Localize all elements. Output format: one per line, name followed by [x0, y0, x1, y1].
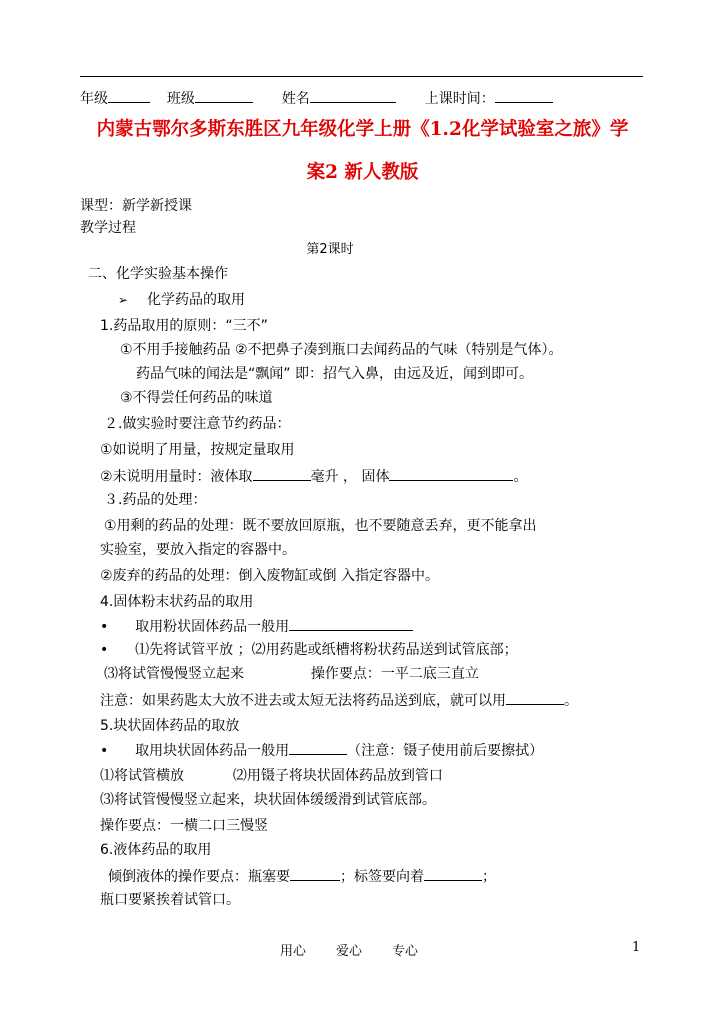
stopper-blank[interactable] [290, 866, 340, 881]
paragraph-5b-part1: ⑴将试管横放 [100, 768, 184, 784]
paragraph-4c [104, 664, 479, 684]
paragraph-2a: ①如说明了用量，按规定量取用 [100, 442, 295, 458]
paragraph-4d-part1: 注意：如果药匙太大放不进去或太短无法将药品送到底，就可以用 [100, 693, 506, 709]
paragraph-6a-part2: ；标签要向着 [340, 869, 424, 885]
paragraph-5a [100, 740, 543, 761]
label-direction-blank[interactable] [424, 866, 482, 881]
paragraph-2: ２.做实验时要注意节约药品： [104, 416, 291, 432]
paragraph-4d-part2: 。 [564, 693, 578, 709]
paragraph-4d [100, 690, 578, 711]
lump-tool-blank[interactable] [289, 740, 347, 755]
paragraph-6a [108, 866, 496, 887]
paragraph-6b: 瓶口要紧挨着试管口。 [100, 892, 240, 908]
dot-bullet-icon: • [100, 642, 109, 658]
class-label: 班级 [166, 91, 195, 107]
paragraph-6a-part3: ； [482, 869, 496, 885]
liquid-amount-blank[interactable] [253, 466, 311, 481]
document-title-line2: 案2 新人教版 [306, 162, 419, 183]
paragraph-1b: 药品气味的闻法是“飘闻” 即：招气入鼻，由远及近，闻到即可。 [136, 366, 533, 382]
paragraph-3: ３.药品的处理： [104, 492, 207, 508]
paragraph-5b-part2: ⑵用镊子将块状固体药品放到管口 [232, 768, 443, 784]
paragraph-5d: 操作要点：一横二口三慢竖 [100, 818, 268, 834]
paragraph-1c: ③不得尝任何药品的味道 [120, 390, 273, 406]
dot-bullet-icon: • [100, 743, 109, 759]
paragraph-5a-part1: 取用块状固体药品一般用 [135, 743, 290, 759]
dot-bullet-icon: • [100, 619, 109, 635]
document-title-line1: 内蒙古鄂尔多斯东胜区九年级化学上册《1.2化学试验室之旅》学 [96, 119, 629, 140]
paragraph-1: 1.药品取用的原则：“三不” [100, 318, 268, 334]
paragraph-3c: ②废弃的药品的处理：倒入废物缸或倒 入指定容器中。 [100, 568, 439, 584]
solid-amount-blank[interactable] [389, 466, 513, 481]
paragraph-4c-part2: 操作要点：一平二底三直立 [310, 666, 479, 682]
grade-label: 年级 [80, 91, 108, 107]
grade-blank[interactable] [108, 88, 150, 103]
powder-tool-blank[interactable] [289, 616, 413, 631]
paragraph-3a: ①用剩的药品的处理：既不要放回原瓶，也不要随意丢弃，更不能拿出 [104, 518, 537, 534]
paragraph-4b-text: ⑴先将试管平放 ；⑵用药匙或纸槽将粉状药品送到试管底部； [135, 642, 518, 658]
paragraph-2b-part3: 。 [513, 469, 528, 485]
name-label: 姓名 [281, 91, 310, 107]
name-blank[interactable] [310, 88, 396, 103]
student-info-row [80, 88, 553, 109]
bullet-heading-text: 化学药品的取用 [146, 292, 245, 308]
paragraph-3b: 实验室，要放入指定的容器中。 [100, 542, 296, 558]
paragraph-5a-part2: （注意：镊子使用前后要擦拭） [347, 743, 544, 759]
paragraph-2b-part2: 毫升 ， 固体 [310, 469, 390, 485]
paragraph-5b [100, 766, 443, 786]
paragraph-4: 4.固体粉末状药品的取用 [100, 594, 254, 610]
lesson-type: 课型：新学新授课 [80, 198, 192, 214]
paragraph-4a [100, 616, 413, 637]
paragraph-4c-part1: ⑶将试管慢慢竖立起来 [104, 666, 244, 682]
bullet-heading-row [118, 290, 245, 310]
footer-item-1: 用心 [280, 944, 307, 959]
teaching-process: 教学过程 [80, 220, 136, 236]
class-time-label: 上课时间： [424, 91, 495, 107]
paragraph-4a-text: 取用粉状固体药品一般用 [135, 619, 290, 635]
footer-item-3: 专心 [392, 944, 419, 959]
paragraph-6: 6.液体药品的取用 [100, 842, 212, 858]
paragraph-5c: ⑶将试管慢慢竖立起来，块状固体缓缓滑到试管底部。 [100, 792, 436, 808]
section-heading: 二、化学实验基本操作 [88, 266, 228, 282]
footer-item-2: 爱心 [336, 944, 363, 959]
header-rule [80, 76, 643, 77]
arrow-bullet-icon: ➢ [118, 293, 129, 307]
paragraph-1a: ①不用手接触药品 ②不把鼻子凑到瓶口去闻药品的气味（特别是气体）。 [120, 342, 563, 358]
class-blank[interactable] [195, 88, 253, 103]
page-number: 1 [632, 940, 641, 955]
paragraph-2b-part1: ②未说明用量时：液体取 [100, 469, 253, 485]
paragraph-2b [100, 466, 527, 487]
alternative-tool-blank[interactable] [506, 690, 564, 705]
class-time-blank[interactable] [495, 88, 553, 103]
paragraph-4b [100, 640, 518, 660]
period-label: 第2课时 [306, 242, 354, 257]
paragraph-6a-part1: 倾倒液体的操作要点：瓶塞要 [108, 869, 290, 885]
paragraph-5: 5.块状固体药品的取放 [100, 718, 240, 734]
